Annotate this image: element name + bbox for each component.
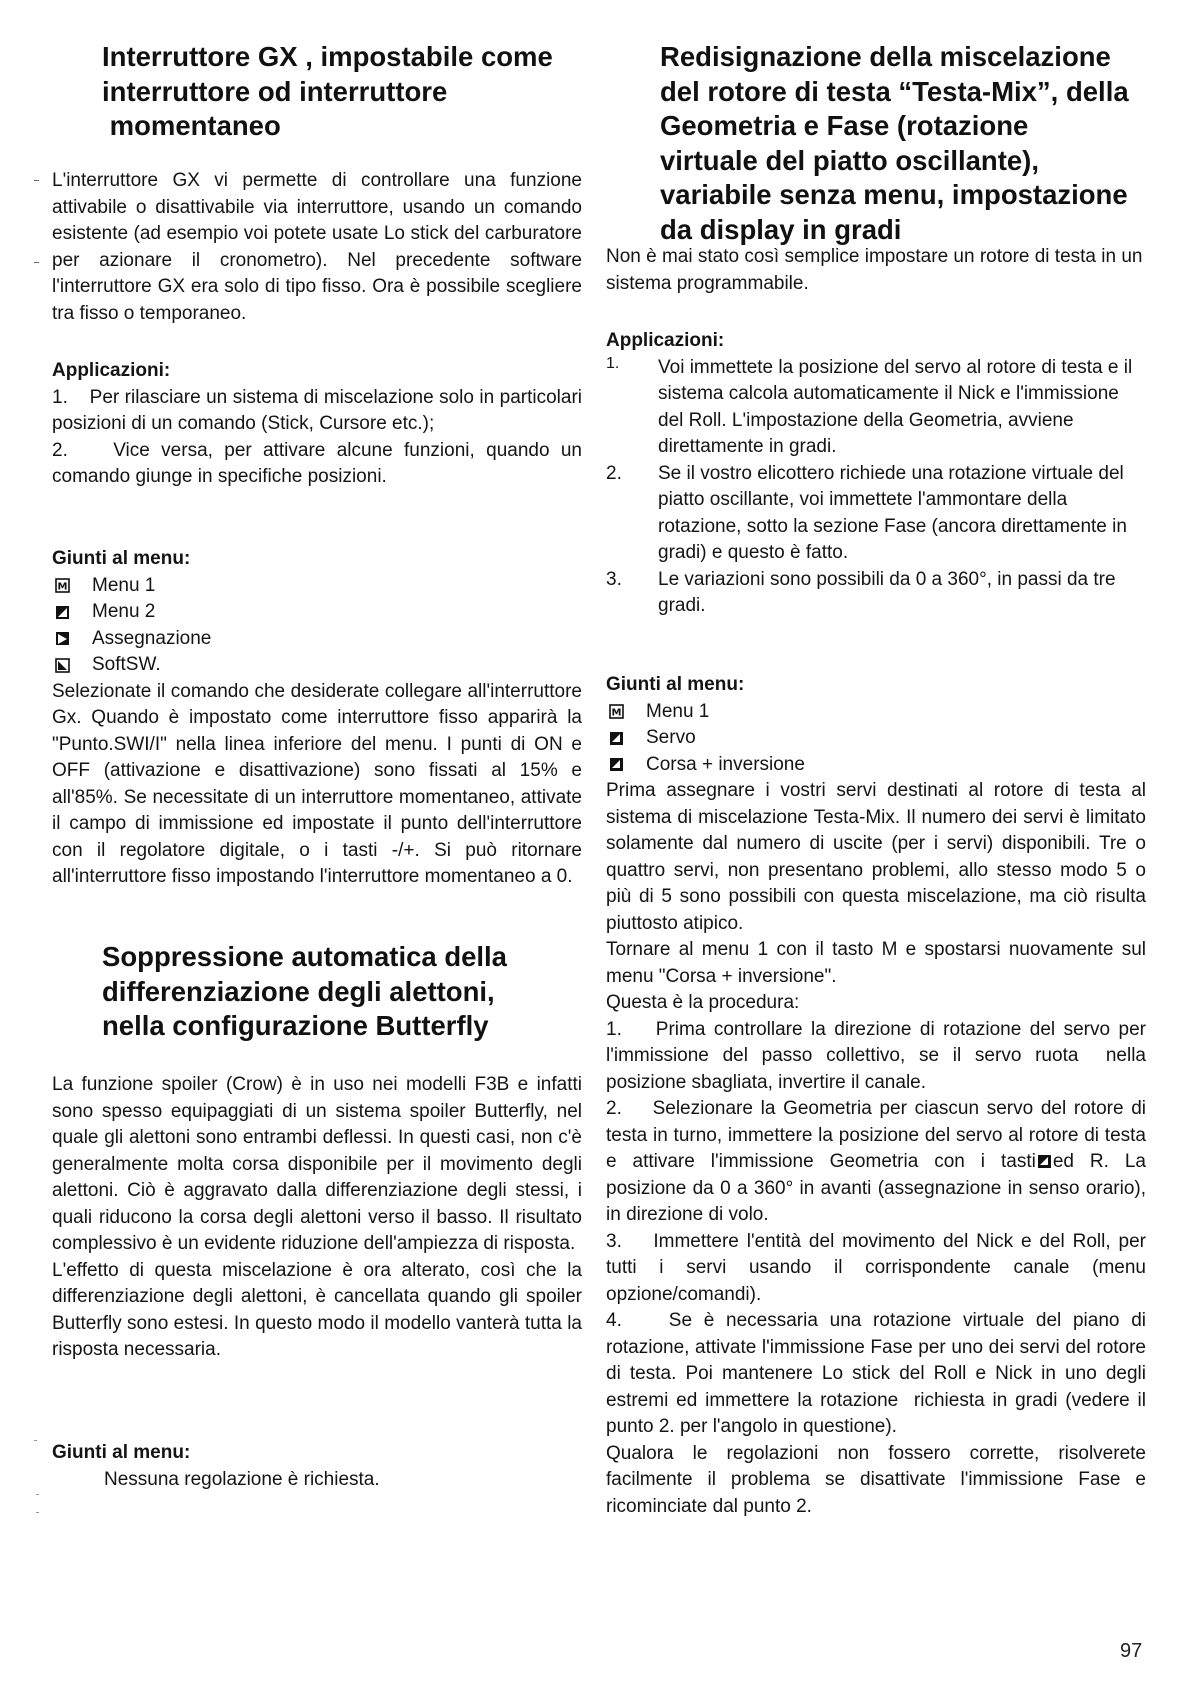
menu-m-icon [55, 578, 70, 593]
step-text: Se è necessaria una rotazione virtuale del piano di rotazione, attivate l'immissione Fase per uno dei servi del rotore di testa. Poi mantenere Lo stick del Roll e Nick in uno degli estremi ed immettere la rotazione richiesta in gradi (vedere il punto 2. per l'angolo in questione). [606, 1310, 1152, 1437]
application-text: Le variazioni sono possibili da 0 a 360°, in passi da tre gradi. [658, 568, 1116, 616]
menu-path-item [52, 626, 582, 653]
procedure-intro: Questa è la procedura: [606, 992, 800, 1013]
application-text: Se il vostro elicottero richiede una rotazione virtuale del piatto oscillante, voi immettete l'ammontare della rotazione, sotto la sezione Fase (ancora direttamente in gradi) e questo è fatto. [658, 462, 1127, 563]
svg-text:M: M [611, 707, 622, 719]
procedure-step [606, 1096, 1146, 1229]
title-line: momentaneo [102, 110, 281, 141]
butterfly-p2: L'effetto di questa miscelazione è ora alterato, così che la differenziazione degli alettoni, è cancellata quando gli spoiler Butterfly sono estesi. In questo modo il modello vanterà tutta la risposta necessaria. [52, 1259, 582, 1360]
application-item [606, 567, 1146, 620]
menu-key-icon [609, 757, 624, 772]
giunti-heading: Giunti al menu: [52, 548, 191, 569]
menu-path-item [606, 752, 1146, 779]
section-title-gx-switch [102, 40, 622, 144]
application-text: Vice versa, per attivare alcune funzioni, quando un comando giunge in specifiche posizioni. [52, 439, 582, 487]
menu-label: Menu 1 [92, 574, 156, 596]
application-number: 2. [606, 462, 622, 484]
application-number: 2. [52, 439, 68, 461]
menu-key-icon [609, 731, 624, 746]
application-item [606, 461, 1146, 567]
gx-body: Selezionate il comando che desiderate collegare all'interruttore Gx. Quando è impostato come interruttore fisso apparirà la "Punto.SWI/I" nella linea inferiore del menu. I punti di ON e OFF (attivazione e disattivazione) sono fissati al 15% e all'85%. Se necessitate di un interruttore momentaneo, attivate il campo di immissione ed impostate il punto dell'interruttore con il regolatore digitale, o i tasti -/+. Si può ritornare all'interruttore fisso impostando l'interruttore momentaneo a 0. [52, 680, 582, 887]
step-text: Immettere l'entità del movimento del Nick e del Roll, per tutti i servi usando il corrispondente canale (menu opzione/comandi). [606, 1230, 1146, 1305]
testa-mix-p1: Prima assegnare i vostri servi destinati al rotore di testa al sistema di miscelazione Testa-Mix. Il numero dei servi è limitato solamente dal numero di uscite (per i servi) disponibili. Tre o quattro servi, non presentano problemi, allo stesso modo 5 o più di 5 sono possibili con questa miscelazione, ma ciò risulta piuttosto atipico. [606, 780, 1146, 934]
section-title-butterfly [102, 940, 622, 1044]
applicazioni-heading: Applicazioni: [606, 330, 725, 351]
butterfly-p1: La funzione spoiler (Crow) è in uso nei modelli F3B e infatti sono spesso equipaggiati di un sistema spoiler Butterfly, nel quale gli alettoni sono entrambi deflessi. In questi casi, non c'è generalmente molta corsa disponibile per il movimento degli alettoni. Ciò è aggravato dalla differenziazione degli stessi, i quali riducono la corsa degli alettoni verso il basso. Il risultato complessivo è un evidente riduzione dell'ampiezza di risposta. [52, 1074, 582, 1254]
gx-intro: L'interruttore GX vi permette di controllare una funzione attivabile o disattivabile via interruttore, usando un comando esistente (ad esempio voi potete usate Lo stick del carburatore per azionare il cronometro). Nel precedente software l'interruttore GX era solo di tipo fisso. Ora è possibile scegliere tra fisso o temporaneo. [52, 170, 582, 324]
menu-path-item [52, 573, 582, 600]
title-line: Interruttore GX , impostabile come [102, 41, 553, 72]
menu-label: Menu 1 [646, 700, 710, 722]
application-text: Per rilasciare un sistema di miscelazione solo in particolari posizioni di un comando (Stick, Cursore etc.); [52, 386, 582, 434]
menu-label: Menu 2 [92, 601, 156, 622]
giunti-heading: Giunti al menu: [606, 674, 745, 695]
menu-m-icon [609, 704, 624, 719]
application-number: 1. [52, 386, 68, 408]
menu-label: SoftSW. [92, 654, 161, 675]
menu-path-item [606, 725, 1146, 752]
svg-text:M: M [57, 581, 68, 593]
procedure-step [606, 1229, 1146, 1309]
title-line: differenziazione degli alettoni, [102, 975, 495, 1007]
menu-path-item [606, 699, 1146, 726]
application-item [606, 355, 1146, 461]
menu-key-icon [55, 631, 70, 646]
menu-label: Corsa + inversione [646, 753, 805, 775]
application-text: Voi immettete la posizione del servo al rotore di testa e il sistema calcola automaticamente il Nick e l'immissione del Roll. L'impostazione della Geometria, avviene direttamente in gradi. [658, 356, 1133, 457]
title-line: Soppressione automatica della [102, 941, 507, 972]
step-text: ed R. La posizione da 0 a 360° in avanti (assegnazione in senso orario), in direzione di volo. [606, 1151, 1146, 1225]
menu-key-icon [55, 658, 70, 673]
application-number: 3. [606, 568, 622, 590]
testa-mix-p2: Tornare al menu 1 con il tasto M e spostarsi nuovamente sul menu "Corsa + inversione". [606, 939, 1146, 987]
menu-label: Servo [646, 727, 696, 748]
title-line: nella configurazione Butterfly [102, 1010, 489, 1041]
step-number: 4. [606, 1310, 622, 1331]
menu-path-item [52, 652, 582, 679]
step-number: 1. [606, 1018, 622, 1040]
step-number: 3. [606, 1230, 622, 1252]
testa-mix-intro: Non è mai stato così semplice impostare un rotore di testa in un sistema programmabile. [606, 246, 1143, 294]
title-line: virtuale del piatto oscillante), [660, 144, 1039, 176]
title-line: Redisignazione della miscelazione [660, 41, 1111, 72]
testa-mix-p4: Qualora le regolazioni non fossero corrette, risolverete facilmente il problema se disattivate l'immissione Fase e ricominciate dal punto 2. [606, 1442, 1146, 1517]
no-adjustment-note: Nessuna regolazione è richiesta. [104, 1468, 380, 1490]
applicazioni-heading: Applicazioni: [52, 360, 171, 381]
section-title-testa-mix [660, 40, 1160, 247]
title-line: del rotore di testa “Testa-Mix”, della [660, 75, 1129, 107]
application-item [52, 385, 582, 438]
step-number: 2. [606, 1098, 622, 1119]
procedure-step [606, 1308, 1152, 1441]
application-number: 1. [606, 354, 620, 372]
menu-label: Assegnazione [92, 627, 212, 649]
title-line: Geometria e Fase (rotazione [660, 110, 1029, 141]
giunti-heading: Giunti al menu: [52, 1442, 191, 1463]
title-line: variabile senza menu, impostazione [660, 179, 1128, 210]
key-icon [1037, 1154, 1052, 1169]
title-line: da display in gradi [660, 213, 902, 245]
menu-path-item [52, 599, 582, 626]
step-text: Selezionare la Geometria per ciascun servo del rotore di testa in turno, immettere la posizione del servo al rotore di testa e attivare l'immissione Geometria con i tasti [606, 1098, 1146, 1172]
procedure-step [606, 1017, 1152, 1097]
application-item [52, 438, 582, 491]
menu-key-icon [55, 605, 70, 620]
title-line: interruttore od interruttore [102, 75, 448, 107]
page-number: 97 [1120, 1640, 1143, 1662]
step-text: Prima controllare la direzione di rotazione del servo per l'immissione del passo collettivo, se il servo ruota nella posizione sbagliata, invertire il canale. [606, 1018, 1152, 1093]
